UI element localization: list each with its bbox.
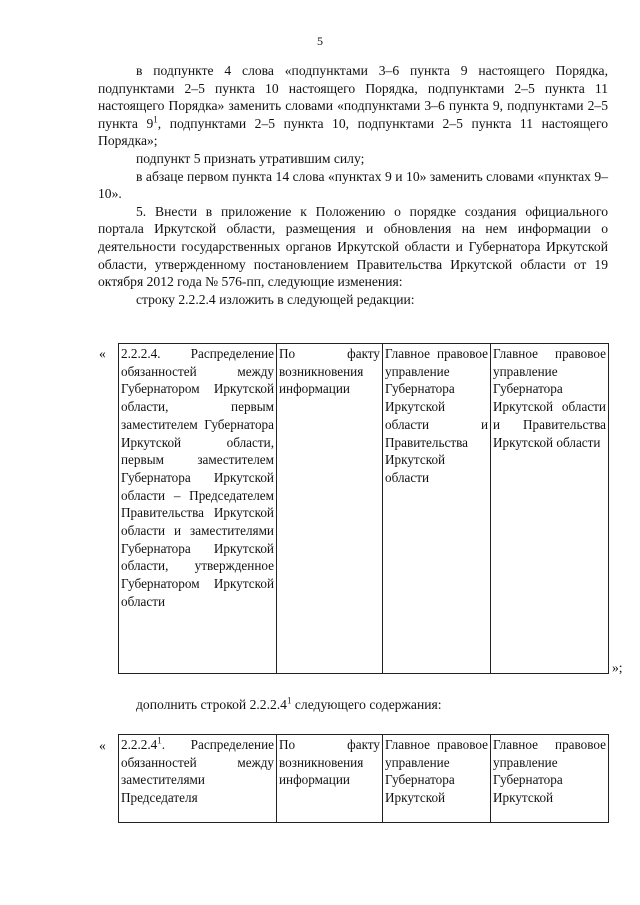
paragraph-1-text-end: , подпунктами 2–5 пункта 10, подпунктами 2–5 пункта 11 настоящего Порядка»; (98, 115, 608, 149)
paragraph-1-text: в подпункте 4 слова «подпунктами 3–6 пункта 9 настоящего Порядка, подпунктами 2–5 пункта 10 настоящего Порядка, подпунктами 2–5 пункта 11 настоящего Порядка» заменить словами «подпунктами 3–6 пункта 9, подпунктами 2–5 пункта 9 (98, 63, 608, 131)
table2-cell-name-number: 2.2.2.4 (121, 737, 158, 752)
quote-open-1: « (99, 346, 106, 361)
table2-cell-name-text: . Распределение обязанностей между заместителями Председателя (121, 737, 274, 806)
paragraph-2: подпункт 5 признать утратившим силу; (136, 150, 365, 166)
paragraph-5: строку 2.2.2.4 изложить в следующей редакции: (136, 291, 415, 307)
quote-open-2: « (99, 738, 106, 753)
table2-cell-period: По факту возникновения информации (277, 735, 383, 823)
table2-cell-name (119, 735, 277, 823)
paragraph-3: в абзаце первом пункта 14 слова «пунктах 9 и 10» заменить словами «пунктах 9–10». (98, 168, 608, 202)
table2-cell-provider: Главное правовое управление Губернатора Иркутской (491, 735, 609, 823)
table-row-2-2-2-4 (118, 343, 609, 674)
paragraph-4: 5. Внести в приложение к Положению о порядке создания официального портала Иркутской области, размещения и обновления на нем информации о деятельности государственных органов Иркутской области и Губернатора Иркутской области, утвержденному постановлением Правительства Иркутской области от 19 октября 2012 года № 576-пп, следующие изменения: (98, 203, 608, 290)
paragraph-6-superscript: 1 (286, 695, 292, 706)
table1-cell-provider: Главное правовое управление Губернатора Иркутской области и Правительства Иркутской области (491, 344, 609, 674)
table1-cell-name: 2.2.2.4. Распределение обязанностей между Губернатором Иркутской области, первым заместителем Губернатора Иркутской области, первым заместителем Губернатора Иркутской области – Председателем Правительства Иркутской области и заместителями Губернатора Иркутской области, утвержденное Губернатором Иркутской области (119, 344, 277, 674)
quote-close-1: »; (612, 660, 623, 675)
paragraph-1 (98, 62, 608, 150)
paragraph-6-text-end: следующего содержания: (291, 697, 442, 712)
paragraph-6-text: дополнить строкой 2.2.2.4 (136, 697, 287, 712)
document-body (98, 62, 608, 308)
page-number: 5 (317, 34, 323, 48)
paragraph-6 (136, 696, 442, 714)
table2-cell-responsible: Главное правовое управление Губернатора Иркутской (383, 735, 491, 823)
table-row-2-2-2-4-1 (118, 734, 609, 823)
table1-cell-responsible: Главное правовое управление Губернатора Иркутской области и Правительства Иркутской области (383, 344, 491, 674)
table2-cell-name-superscript: 1 (157, 735, 162, 746)
table1-cell-period: По факту возникновения информации (277, 344, 383, 674)
paragraph-1-superscript: 1 (153, 114, 158, 125)
